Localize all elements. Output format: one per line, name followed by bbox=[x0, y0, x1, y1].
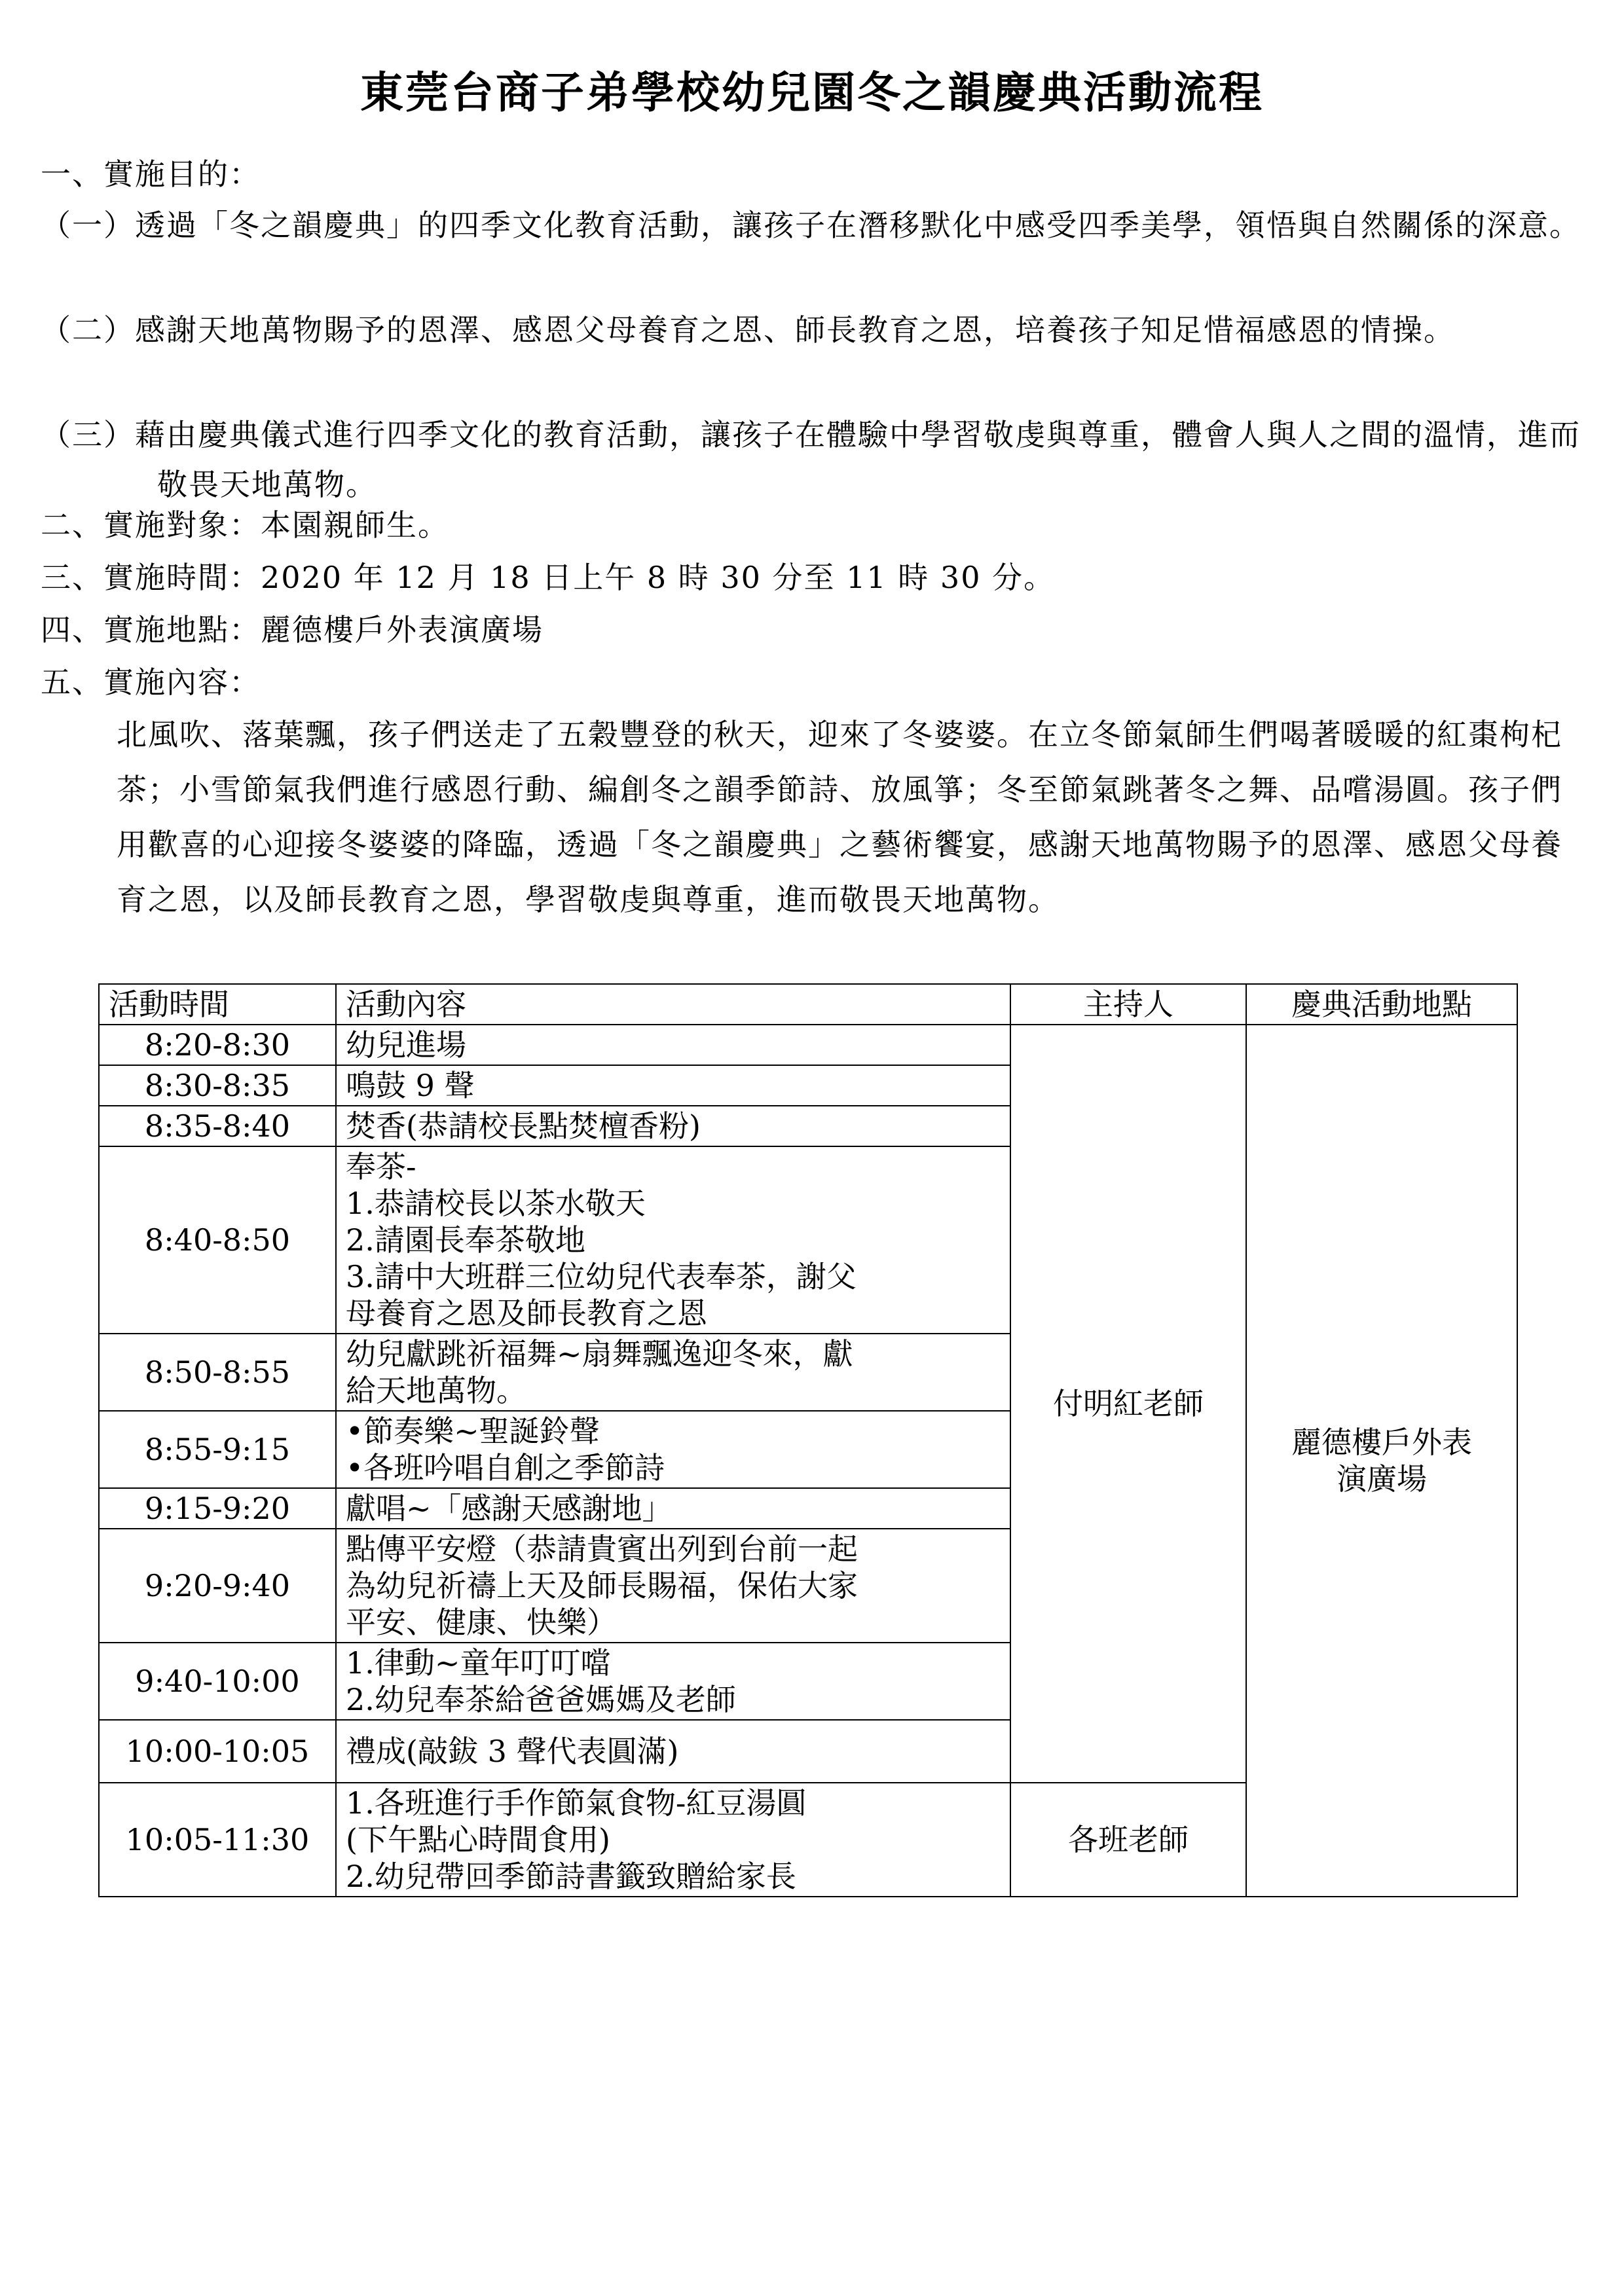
host-main: 付明紅老師 bbox=[1010, 1025, 1246, 1783]
table-header-row bbox=[99, 984, 1517, 1025]
row-activity bbox=[336, 1783, 1010, 1897]
activity-line: 平安、健康、快樂） bbox=[346, 1605, 617, 1640]
section-3-time: 三、實施時間：2020 年 12 月 18 日上午 8 時 30 分至 11 時 30 分。 bbox=[41, 560, 1056, 595]
row-activity bbox=[336, 1720, 1010, 1783]
row-activity bbox=[336, 1411, 1010, 1488]
section-5-heading: 五、實施內容： bbox=[41, 665, 261, 700]
row-time: 8:55-9:15 bbox=[99, 1411, 336, 1488]
activity-line: 母養育之恩及師長教育之恩 bbox=[346, 1296, 707, 1331]
purpose-item-1: （一）透過「冬之韻慶典」的四季文化教育活動，讓孩子在潛移默化中感受四季美學，領悟與自然關係的深意。 bbox=[41, 208, 1581, 243]
activity-line: 獻唱~「感謝天感謝地」 bbox=[346, 1491, 673, 1526]
row-time: 9:40-10:00 bbox=[99, 1643, 336, 1720]
activity-line: 1.恭請校長以茶水敬天 bbox=[346, 1186, 646, 1221]
row-time: 10:05-11:30 bbox=[99, 1783, 336, 1897]
purpose-item-3: （三）藉由慶典儀式進行四季文化的教育活動，讓孩子在體驗中學習敬虔與尊重，體會人與人之間的溫情，進而敬畏天地萬物。 bbox=[41, 417, 1581, 502]
row-time: 8:50-8:55 bbox=[99, 1334, 336, 1411]
activity-line: 幼兒進場 bbox=[346, 1027, 466, 1063]
activity-line: 1.律動~童年叮叮噹 bbox=[346, 1645, 611, 1681]
activity-line: 2.幼兒奉茶給爸爸媽媽及老師 bbox=[346, 1682, 736, 1717]
header-host: 主持人 bbox=[1010, 984, 1246, 1025]
row-activity bbox=[336, 1488, 1010, 1529]
row-time: 8:35-8:40 bbox=[99, 1106, 336, 1146]
activity-line: 奉茶- bbox=[346, 1149, 416, 1184]
activity-line: 2.請園長奉茶敬地 bbox=[346, 1222, 585, 1258]
header-location: 慶典活動地點 bbox=[1246, 984, 1517, 1025]
ceremony-location bbox=[1246, 1025, 1517, 1897]
row-activity bbox=[336, 1146, 1010, 1334]
activity-line: 點傳平安燈（恭請貴賓出列到台前一起 bbox=[346, 1531, 858, 1567]
row-time: 8:30-8:35 bbox=[99, 1065, 336, 1106]
section-2-target: 二、實施對象：本園親師生。 bbox=[41, 507, 449, 543]
row-time: 9:20-9:40 bbox=[99, 1529, 336, 1643]
activity-line: 3.請中大班群三位幼兒代表奉茶，謝父 bbox=[346, 1259, 857, 1294]
activity-line: 1.各班進行手作節氣食物-紅豆湯圓 bbox=[346, 1785, 807, 1821]
section-5-body: 北風吹、落葉飄，孩子們送走了五穀豐登的秋天，迎來了冬婆婆。在立冬節氣師生們喝著暖暖的紅棗枸杞茶；小雪節氣我們進行感恩行動、編創冬之韻季節詩、放風箏；冬至節氣跳著冬之舞、品嚐湯圓。孩子們用歡喜的心迎接冬婆婆的降臨，透過「冬之韻慶典」之藝術饗宴，感謝天地萬物賜予的恩澤、感恩父母養育之恩，以及師長教育之恩，學習敬虔與尊重，進而敬畏天地萬物。 bbox=[117, 717, 1562, 917]
row-time: 10:00-10:05 bbox=[99, 1720, 336, 1783]
row-activity bbox=[336, 1334, 1010, 1411]
row-time: 9:15-9:20 bbox=[99, 1488, 336, 1529]
activity-line: 焚香(恭請校長點焚檀香粉) bbox=[346, 1108, 701, 1144]
row-activity bbox=[336, 1529, 1010, 1643]
activity-line: 鳴鼓 9 聲 bbox=[346, 1068, 475, 1103]
activity-line: 幼兒獻跳祈福舞~扇舞飄逸迎冬來，獻 bbox=[346, 1336, 853, 1372]
purpose-item-2: （二）感謝天地萬物賜予的恩澤、感恩父母養育之恩、師長教育之恩，培養孩子知足惜福感恩的情操。 bbox=[41, 312, 1455, 348]
row-activity bbox=[336, 1065, 1010, 1106]
header-content: 活動內容 bbox=[336, 984, 1010, 1025]
location-line: 麗德樓戶外表 bbox=[1291, 1425, 1472, 1460]
activity-line: 給天地萬物。 bbox=[346, 1373, 526, 1408]
activity-line: 禮成(敲鈸 3 聲代表圓滿) bbox=[346, 1734, 679, 1769]
row-activity bbox=[336, 1106, 1010, 1146]
schedule-table bbox=[98, 983, 1518, 1897]
activity-line: (下午點心時間食用) bbox=[346, 1822, 610, 1857]
section-4-location: 四、實施地點：麗德樓戶外表演廣場 bbox=[41, 612, 544, 647]
activity-line: •各班吟唱自創之季節詩 bbox=[346, 1450, 665, 1485]
section-1-heading: 一、實施目的： bbox=[41, 156, 261, 192]
activity-line: •節奏樂~聖誕鈴聲 bbox=[346, 1413, 600, 1449]
row-activity bbox=[336, 1643, 1010, 1720]
activity-line: 2.幼兒帶回季節詩書籤致贈給家長 bbox=[346, 1859, 796, 1894]
table-row bbox=[99, 1025, 1517, 1065]
host-last: 各班老師 bbox=[1010, 1783, 1246, 1897]
header-time: 活動時間 bbox=[99, 984, 336, 1025]
row-time: 8:40-8:50 bbox=[99, 1146, 336, 1334]
row-activity bbox=[336, 1025, 1010, 1065]
activity-line: 為幼兒祈禱上天及師長賜福，保佑大家 bbox=[346, 1568, 858, 1603]
row-time: 8:20-8:30 bbox=[99, 1025, 336, 1065]
page-title: 東莞台商子弟學校幼兒園冬之韻慶典活動流程 bbox=[360, 67, 1264, 118]
location-line: 演廣場 bbox=[1337, 1461, 1427, 1497]
